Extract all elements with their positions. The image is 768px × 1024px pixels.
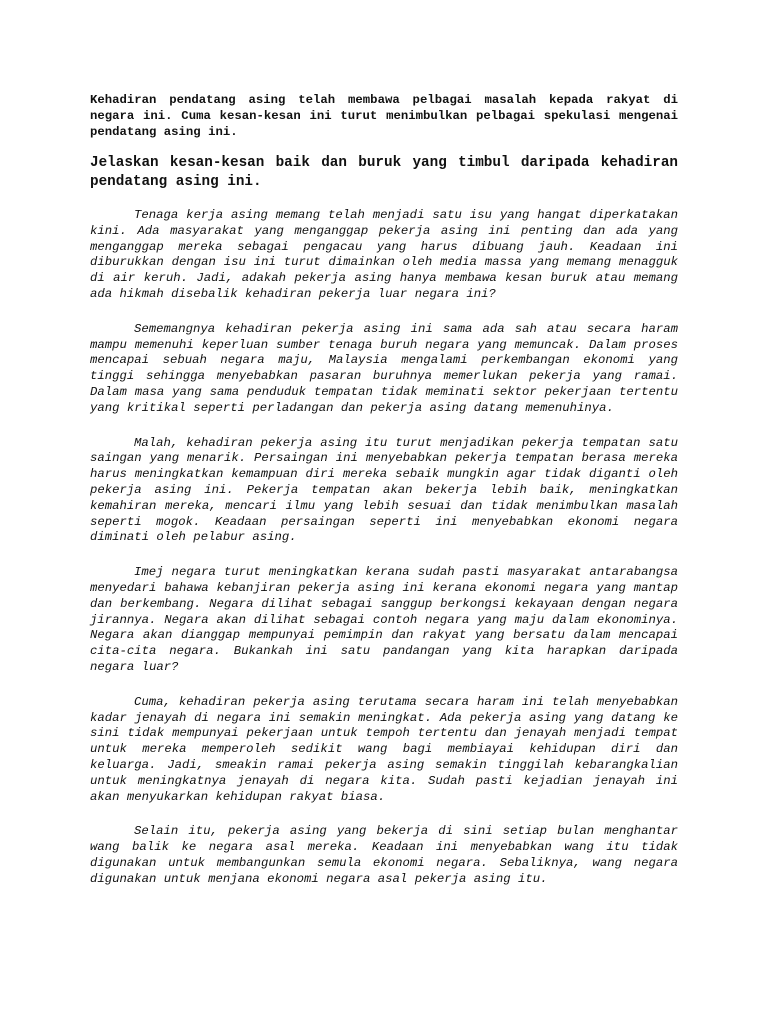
document-page bbox=[90, 92, 678, 906]
intro-paragraph: Kehadiran pendatang asing telah membawa pelbagai masalah kepada rakyat di negara ini. Cuma kesan-kesan ini turut menimbulkan pelbagai spekulasi mengenai pendatang asing ini. bbox=[90, 93, 678, 139]
essay-question: Jelaskan kesan-kesan baik dan buruk yang timbul daripada kehadiran pendatang asing ini. bbox=[90, 155, 678, 190]
essay-paragraph: Sememangnya kehadiran pekerja asing ini sama ada sah atau secara haram mampu memenuhi keperluan sumber tenaga buruh negara yang memuncak. Dalam proses mencapai sebuah negara maju, Malaysia mengalami perkembangan ekonomi yang tinggi sehingga menyebabkan pasaran buruhnya memerlukan pekerja yang ramai. Dalam masa yang sama penduduk tempatan tidak meminati sektor pekerjaan tertentu yang kritikal seperti perladangan dan pekerja asing datang memenuhinya. bbox=[90, 321, 678, 415]
essay-paragraph: Imej negara turut meningkatkan kerana sudah pasti masyarakat antarabangsa menyedari bahawa kebanjiran pekerja asing ini kerana ekonomi negara yang mantap dan berkembang. Negara dilihat sebagai sanggup berkongsi kekayaan dengan negara jirannya. Negara akan dilihat sebagai contoh negara yang maju dalam ekonominya. Negara akan dianggap mempunyai pemimpin dan rakyat yang bersatu dalam mencapai cita-cita negara. Bukankah ini satu pandangan yang kita harapkan daripada negara luar? bbox=[90, 565, 678, 674]
essay-paragraph: Tenaga kerja asing memang telah menjadi satu isu yang hangat diperkatakan kini. Ada masyarakat yang menganggap pekerja asing ini penting dan ada yang menganggap mereka sebagai pengacau yang harus dibuang jauh. Keadaan ini diburukkan dengan isu ini turut dimainkan oleh media massa yang memang menagguk di air keruh. Jadi, adakah pekerja asing hanya membawa kesan buruk atau memang ada hikmah disebalik kehadiran pekerja luar negara ini? bbox=[90, 208, 678, 301]
essay-paragraph: Malah, kehadiran pekerja asing itu turut menjadikan pekerja tempatan satu saingan yang menarik. Persaingan ini menyebabkan pekerja tempatan berasa mereka harus meningkatkan kemampuan diri mereka sebaik mungkin agar tidak diganti oleh pekerja asing ini. Pekerja tempatan akan bekerja lebih baik, meningkatkan kemahiran mereka, mencari ilmu yang lebih sesuai dan tidak menimbulkan masalah seperti mogok. Keadaan persaingan seperti ini menyebabkan ekonomi negara diminati oleh pelabur asing. bbox=[90, 435, 678, 545]
essay-paragraph: Selain itu, pekerja asing yang bekerja di sini setiap bulan menghantar wang balik ke negara asal mereka. Keadaan ini menyebabkan wang itu tidak digunakan untuk membangunkan semula ekonomi negara. Sebaliknya, wang negara digunakan untuk menjana ekonomi negara asal pekerja asing itu. bbox=[90, 824, 678, 886]
essay-paragraph: Cuma, kehadiran pekerja asing terutama secara haram ini telah menyebabkan kadar jenayah di negara ini semakin meningkat. Ada pekerja asing yang datang ke sini tidak mempunyai pekerjaan untuk tempoh tertentu dan jenayah menjadi tempat untuk mereka memperoleh sedikit wang bagi membiayai kehidupan diri dan keluarga. Jadi, smeakin ramai pekerja asing semakin tinggilah kebarangkalian untuk meningkatnya jenayah di negara kita. Sudah pasti kejadian jenayah ini akan menyukarkan kehidupan rakyat biasa. bbox=[90, 694, 678, 804]
